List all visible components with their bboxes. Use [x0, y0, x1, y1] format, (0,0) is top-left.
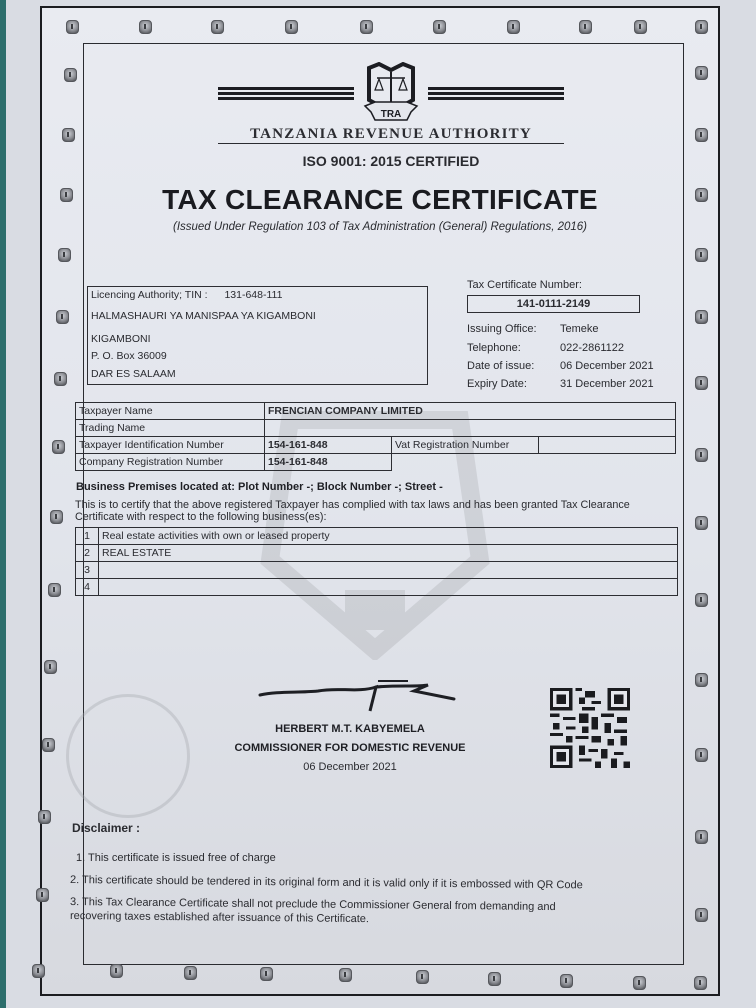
border-stud-icon: [260, 967, 273, 981]
signatory-date: 06 December 2021: [303, 761, 397, 773]
border-stud-icon: [695, 376, 708, 390]
business-number: 4: [76, 579, 99, 596]
border-stud-icon: [695, 310, 708, 324]
tra-emblem-icon: [361, 62, 421, 124]
border-stud-icon: [634, 20, 647, 34]
table-row: [76, 403, 676, 420]
telephone-value: 022-2861122: [560, 342, 625, 354]
table-row: [76, 528, 678, 545]
border-stud-icon: [62, 128, 75, 142]
border-stud-icon: [184, 966, 197, 980]
certificate-number-label: Tax Certificate Number:: [467, 279, 582, 291]
business-premises: Business Premises located at: Plot Number -; Block Number -; Street -: [76, 481, 443, 493]
business-number: 1: [76, 528, 99, 545]
licencing-tin-label: Licencing Authority; TIN :: [91, 289, 208, 301]
tin-value: 154-161-848: [265, 437, 392, 454]
vat-value: [539, 437, 676, 454]
qr-code-icon: [550, 688, 630, 768]
expiry-date-value: 31 December 2021: [560, 378, 654, 390]
border-stud-icon: [58, 248, 71, 262]
company-registration-label: Company Registration Number: [76, 454, 265, 471]
page-subtitle: (Issued Under Regulation 103 of Tax Administration (General) Regulations, 2016): [172, 221, 588, 233]
border-stud-icon: [56, 310, 69, 324]
svg-text:TRA: TRA: [380, 109, 402, 120]
licencing-tin-value: 131-648-111: [224, 289, 283, 301]
taxpayer-name-value: FRENCIAN COMPANY LIMITED: [265, 403, 676, 420]
business-description: REAL ESTATE: [99, 545, 678, 562]
border-stud-icon: [416, 970, 429, 984]
border-stud-icon: [110, 964, 123, 978]
signatory-name: HERBERT M.T. KABYEMELA: [275, 723, 425, 735]
border-stud-icon: [560, 974, 573, 988]
border-stud-icon: [695, 593, 708, 607]
tra-logo-header: [218, 62, 564, 126]
border-stud-icon: [694, 976, 707, 990]
table-row: [76, 562, 678, 579]
certify-statement: This is to certify that the above registered Taxpayer has complied with tax laws and has been granted Tax Clearance Certificate with respect to the following business(es):: [75, 499, 630, 523]
border-stud-icon: [285, 20, 298, 34]
page-title: TAX CLEARANCE CERTIFICATE: [162, 184, 598, 215]
border-stud-icon: [139, 20, 152, 34]
authority-name: TANZANIA REVENUE AUTHORITY: [218, 126, 564, 144]
disclaimer-title: Disclaimer :: [72, 821, 141, 835]
border-stud-icon: [64, 68, 77, 82]
business-description: [99, 579, 678, 596]
embossed-seal-icon: [66, 694, 190, 818]
taxpayer-table: [75, 402, 676, 471]
border-stud-icon: [360, 20, 373, 34]
border-stud-icon: [66, 20, 79, 34]
border-stud-icon: [695, 748, 708, 762]
business-description: Real estate activities with own or leased property: [99, 528, 678, 545]
border-stud-icon: [44, 660, 57, 674]
business-number: 2: [76, 545, 99, 562]
table-row: [76, 579, 678, 596]
border-stud-icon: [48, 583, 61, 597]
border-stud-icon: [488, 972, 501, 986]
licencing-line-3: P. O. Box 36009: [91, 350, 167, 362]
issue-date-label: Date of issue:: [467, 360, 535, 372]
border-stud-icon: [695, 673, 708, 687]
border-stud-icon: [339, 968, 352, 982]
border-stud-icon: [50, 510, 63, 524]
border-stud-icon: [695, 448, 708, 462]
expiry-date-label: Expiry Date:: [467, 378, 527, 390]
table-row: [76, 420, 676, 437]
vat-label: Vat Registration Number: [392, 437, 539, 454]
border-stud-icon: [579, 20, 592, 34]
border-stud-icon: [695, 830, 708, 844]
table-row: [76, 437, 676, 454]
issuing-office-value: Temeke: [560, 323, 599, 335]
disclaimer-item-1: 1. This certificate is issued free of charge: [76, 852, 276, 864]
border-stud-icon: [433, 20, 446, 34]
licencing-line-1: HALMASHAURI YA MANISPAA YA KIGAMBONI: [91, 310, 316, 322]
licencing-tin-row: [91, 289, 282, 301]
border-stud-icon: [211, 20, 224, 34]
decorative-bars: [428, 87, 564, 101]
licencing-line-2: KIGAMBONI: [91, 333, 151, 345]
border-stud-icon: [60, 188, 73, 202]
border-stud-icon: [695, 188, 708, 202]
border-stud-icon: [54, 372, 67, 386]
table-row: [76, 545, 678, 562]
issuing-office-label: Issuing Office:: [467, 323, 537, 335]
signatory-role: COMMISSIONER FOR DOMESTIC REVENUE: [234, 742, 466, 754]
empty-cell: [392, 454, 676, 471]
border-stud-icon: [695, 66, 708, 80]
border-stud-icon: [695, 128, 708, 142]
licencing-line-4: DAR ES SALAAM: [91, 368, 176, 380]
border-stud-icon: [32, 964, 45, 978]
taxpayer-name-label: Taxpayer Name: [76, 403, 265, 420]
border-stud-icon: [42, 738, 55, 752]
company-registration-value: 154-161-848: [265, 454, 392, 471]
licencing-authority-box: [87, 286, 428, 385]
disclaimer-item-3-cont: recovering taxes established after issuance of this Certificate.: [69, 910, 370, 926]
tin-label: Taxpayer Identification Number: [76, 437, 265, 454]
iso-certification: ISO 9001: 2015 CERTIFIED: [302, 153, 480, 169]
signature-icon: [258, 677, 458, 717]
disclaimer-item-3: 3. This Tax Clearance Certificate shall not preclude the Commissioner General from demanding and: [69, 896, 556, 914]
border-stud-icon: [38, 810, 51, 824]
border-stud-icon: [695, 516, 708, 530]
border-stud-icon: [52, 440, 65, 454]
border-stud-icon: [695, 20, 708, 34]
business-description: [99, 562, 678, 579]
border-stud-icon: [36, 888, 49, 902]
border-stud-icon: [633, 976, 646, 990]
business-table: [75, 527, 678, 596]
border-stud-icon: [695, 248, 708, 262]
telephone-label: Telephone:: [467, 342, 521, 354]
trading-name-label: Trading Name: [76, 420, 265, 437]
issue-date-value: 06 December 2021: [560, 360, 654, 372]
certificate-number: 141-0111-2149: [467, 295, 640, 313]
business-number: 3: [76, 562, 99, 579]
table-row: [76, 454, 676, 471]
trading-name-value: [265, 420, 676, 437]
border-stud-icon: [507, 20, 520, 34]
border-stud-icon: [695, 908, 708, 922]
decorative-bars: [218, 87, 354, 101]
background-edge: [0, 0, 6, 1008]
disclaimer-item-2: 2. This certificate should be tendered in its original form and it is valid only if it is embossed with QR Code: [69, 874, 583, 892]
